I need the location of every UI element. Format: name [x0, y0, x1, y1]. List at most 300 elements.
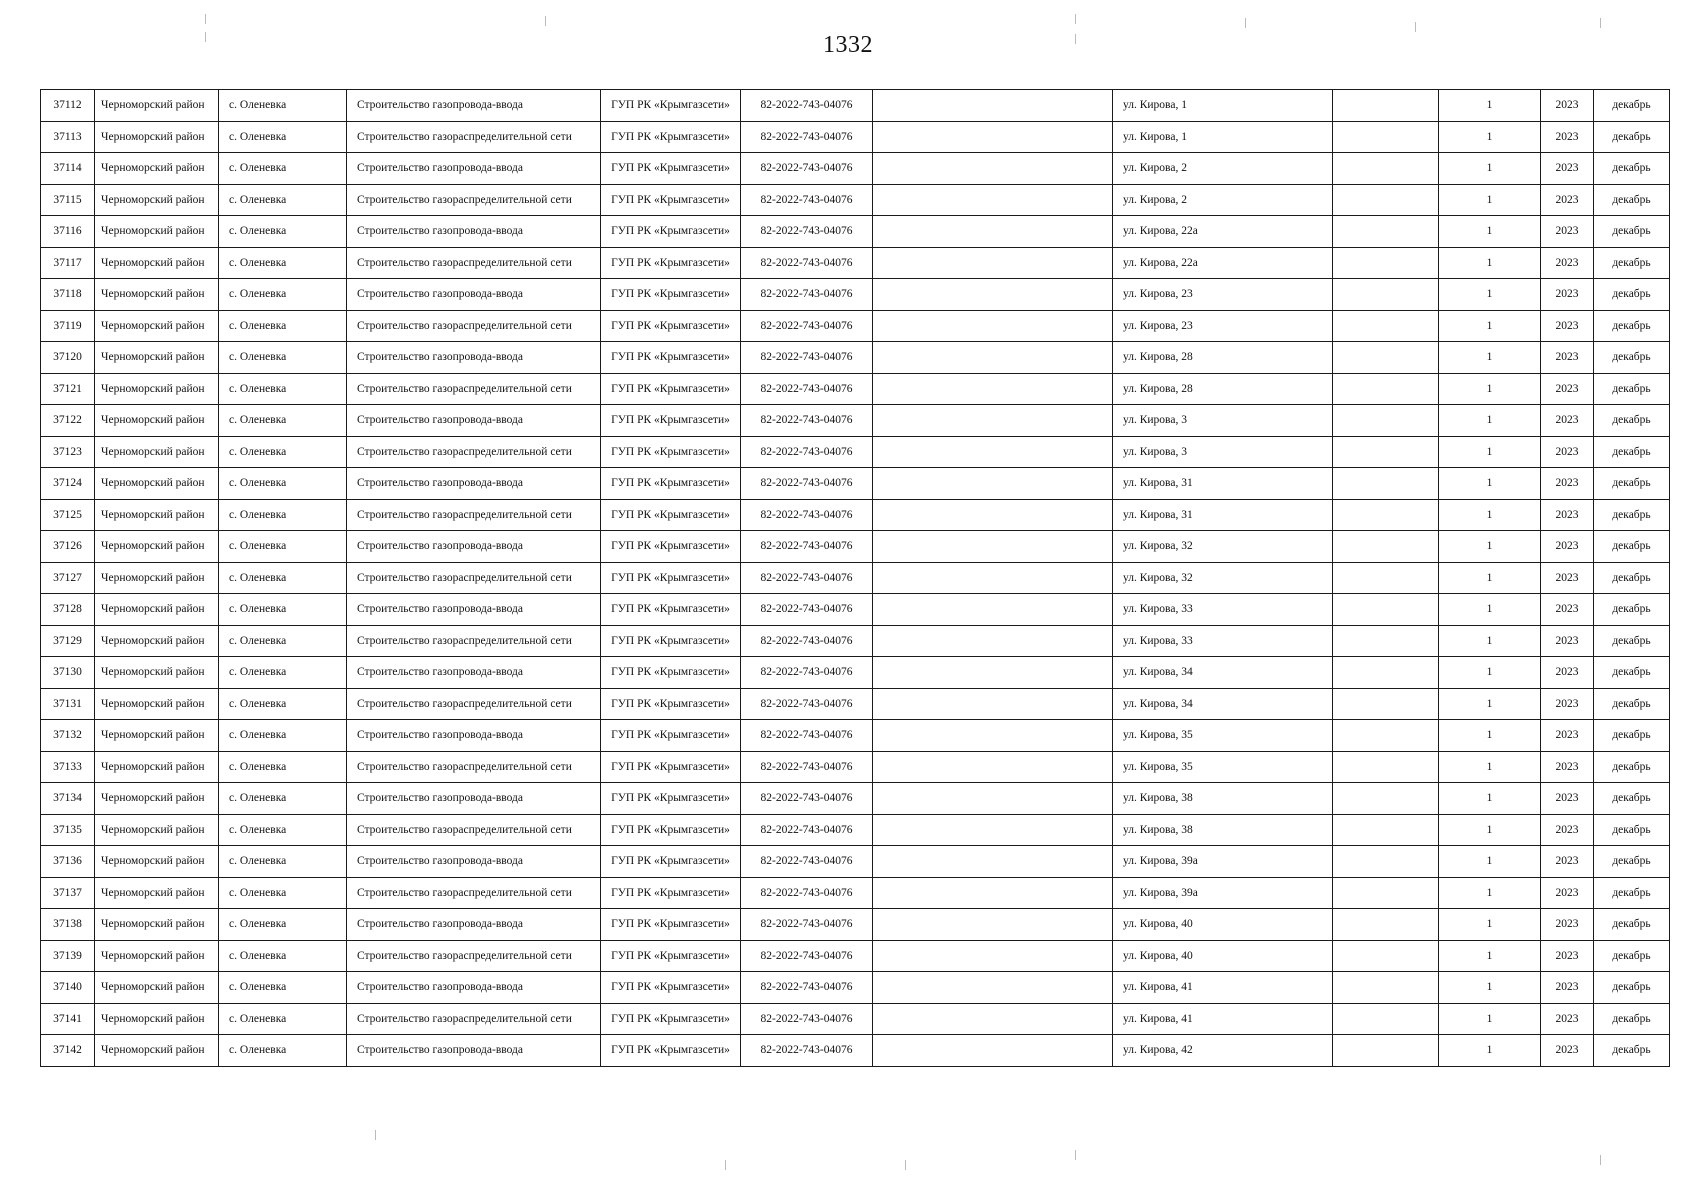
empty-cell [873, 688, 1113, 720]
organization-cell: ГУП РК «Крымгазсети» [601, 720, 741, 752]
district-cell: Черноморский район [95, 972, 219, 1004]
district-cell: Черноморский район [95, 153, 219, 185]
table-row [41, 121, 1670, 153]
work-type-cell: Строительство газораспределительной сети [347, 814, 601, 846]
address-cell: ул. Кирова, 40 [1113, 940, 1333, 972]
program-code-cell: 82-2022-743-04076 [741, 468, 873, 500]
village-cell: с. Оленевка [219, 499, 347, 531]
address-cell: ул. Кирова, 34 [1113, 657, 1333, 689]
year-cell: 2023 [1541, 594, 1594, 626]
address-cell: ул. Кирова, 2 [1113, 153, 1333, 185]
address-cell: ул. Кирова, 40 [1113, 909, 1333, 941]
work-type-cell: Строительство газопровода-ввода [347, 279, 601, 311]
quantity-cell: 1 [1439, 90, 1541, 122]
row-number: 37133 [41, 751, 95, 783]
work-type-cell: Строительство газопровода-ввода [347, 342, 601, 374]
year-cell: 2023 [1541, 1035, 1594, 1067]
organization-cell: ГУП РК «Крымгазсети» [601, 436, 741, 468]
row-number: 37126 [41, 531, 95, 563]
row-number: 37141 [41, 1003, 95, 1035]
quantity-cell: 1 [1439, 940, 1541, 972]
table-row [41, 972, 1670, 1004]
address-cell: ул. Кирова, 35 [1113, 751, 1333, 783]
village-cell: с. Оленевка [219, 184, 347, 216]
year-cell: 2023 [1541, 342, 1594, 374]
quantity-cell: 1 [1439, 373, 1541, 405]
empty-cell [1333, 657, 1439, 689]
address-cell: ул. Кирова, 28 [1113, 373, 1333, 405]
month-cell: декабрь [1594, 720, 1670, 752]
empty-cell [873, 814, 1113, 846]
work-type-cell: Строительство газораспределительной сети [347, 436, 601, 468]
year-cell: 2023 [1541, 688, 1594, 720]
district-cell: Черноморский район [95, 1003, 219, 1035]
year-cell: 2023 [1541, 184, 1594, 216]
work-type-cell: Строительство газопровода-ввода [347, 720, 601, 752]
row-number: 37112 [41, 90, 95, 122]
work-type-cell: Строительство газопровода-ввода [347, 972, 601, 1004]
program-code-cell: 82-2022-743-04076 [741, 373, 873, 405]
village-cell: с. Оленевка [219, 972, 347, 1004]
organization-cell: ГУП РК «Крымгазсети» [601, 846, 741, 878]
address-cell: ул. Кирова, 33 [1113, 625, 1333, 657]
work-type-cell: Строительство газопровода-ввода [347, 594, 601, 626]
empty-cell [873, 184, 1113, 216]
district-cell: Черноморский район [95, 594, 219, 626]
empty-cell [1333, 153, 1439, 185]
district-cell: Черноморский район [95, 625, 219, 657]
organization-cell: ГУП РК «Крымгазсети» [601, 405, 741, 437]
year-cell: 2023 [1541, 751, 1594, 783]
empty-cell [1333, 90, 1439, 122]
year-cell: 2023 [1541, 373, 1594, 405]
organization-cell: ГУП РК «Крымгазсети» [601, 342, 741, 374]
empty-cell [873, 1003, 1113, 1035]
empty-cell [1333, 972, 1439, 1004]
empty-cell [1333, 405, 1439, 437]
year-cell: 2023 [1541, 499, 1594, 531]
quantity-cell: 1 [1439, 247, 1541, 279]
address-cell: ул. Кирова, 42 [1113, 1035, 1333, 1067]
table-row [41, 531, 1670, 563]
table-body [41, 90, 1670, 1067]
empty-cell [1333, 468, 1439, 500]
year-cell: 2023 [1541, 1003, 1594, 1035]
table-row [41, 184, 1670, 216]
district-cell: Черноморский район [95, 373, 219, 405]
month-cell: декабрь [1594, 972, 1670, 1004]
table-row [41, 625, 1670, 657]
empty-cell [1333, 562, 1439, 594]
quantity-cell: 1 [1439, 405, 1541, 437]
village-cell: с. Оленевка [219, 720, 347, 752]
row-number: 37116 [41, 216, 95, 248]
address-cell: ул. Кирова, 22а [1113, 216, 1333, 248]
quantity-cell: 1 [1439, 216, 1541, 248]
village-cell: с. Оленевка [219, 562, 347, 594]
program-code-cell: 82-2022-743-04076 [741, 1035, 873, 1067]
empty-cell [873, 720, 1113, 752]
year-cell: 2023 [1541, 877, 1594, 909]
address-cell: ул. Кирова, 35 [1113, 720, 1333, 752]
address-cell: ул. Кирова, 34 [1113, 688, 1333, 720]
work-type-cell: Строительство газораспределительной сети [347, 247, 601, 279]
district-cell: Черноморский район [95, 877, 219, 909]
village-cell: с. Оленевка [219, 153, 347, 185]
work-type-cell: Строительство газопровода-ввода [347, 657, 601, 689]
program-code-cell: 82-2022-743-04076 [741, 342, 873, 374]
empty-cell [1333, 1035, 1439, 1067]
organization-cell: ГУП РК «Крымгазсети» [601, 121, 741, 153]
empty-cell [1333, 531, 1439, 563]
program-code-cell: 82-2022-743-04076 [741, 184, 873, 216]
program-code-cell: 82-2022-743-04076 [741, 877, 873, 909]
year-cell: 2023 [1541, 153, 1594, 185]
month-cell: декабрь [1594, 184, 1670, 216]
empty-cell [1333, 688, 1439, 720]
village-cell: с. Оленевка [219, 814, 347, 846]
village-cell: с. Оленевка [219, 594, 347, 626]
program-code-cell: 82-2022-743-04076 [741, 436, 873, 468]
work-type-cell: Строительство газораспределительной сети [347, 751, 601, 783]
quantity-cell: 1 [1439, 625, 1541, 657]
empty-cell [1333, 594, 1439, 626]
address-cell: ул. Кирова, 32 [1113, 531, 1333, 563]
month-cell: декабрь [1594, 909, 1670, 941]
month-cell: декабрь [1594, 562, 1670, 594]
address-cell: ул. Кирова, 1 [1113, 121, 1333, 153]
organization-cell: ГУП РК «Крымгазсети» [601, 751, 741, 783]
row-number: 37132 [41, 720, 95, 752]
year-cell: 2023 [1541, 436, 1594, 468]
year-cell: 2023 [1541, 121, 1594, 153]
district-cell: Черноморский район [95, 405, 219, 437]
address-cell: ул. Кирова, 23 [1113, 310, 1333, 342]
empty-cell [1333, 751, 1439, 783]
empty-cell [1333, 342, 1439, 374]
month-cell: декабрь [1594, 247, 1670, 279]
program-code-cell: 82-2022-743-04076 [741, 720, 873, 752]
table-row [41, 751, 1670, 783]
empty-cell [1333, 499, 1439, 531]
year-cell: 2023 [1541, 909, 1594, 941]
empty-cell [873, 657, 1113, 689]
village-cell: с. Оленевка [219, 468, 347, 500]
program-code-cell: 82-2022-743-04076 [741, 247, 873, 279]
work-type-cell: Строительство газораспределительной сети [347, 940, 601, 972]
address-cell: ул. Кирова, 3 [1113, 436, 1333, 468]
address-cell: ул. Кирова, 23 [1113, 279, 1333, 311]
program-code-cell: 82-2022-743-04076 [741, 657, 873, 689]
organization-cell: ГУП РК «Крымгазсети» [601, 310, 741, 342]
village-cell: с. Оленевка [219, 751, 347, 783]
empty-cell [873, 1035, 1113, 1067]
address-cell: ул. Кирова, 31 [1113, 499, 1333, 531]
row-number: 37113 [41, 121, 95, 153]
table-row [41, 310, 1670, 342]
table-row [41, 373, 1670, 405]
table-row [41, 405, 1670, 437]
village-cell: с. Оленевка [219, 909, 347, 941]
organization-cell: ГУП РК «Крымгазсети» [601, 940, 741, 972]
organization-cell: ГУП РК «Крымгазсети» [601, 814, 741, 846]
program-code-cell: 82-2022-743-04076 [741, 688, 873, 720]
organization-cell: ГУП РК «Крымгазсети» [601, 90, 741, 122]
district-cell: Черноморский район [95, 310, 219, 342]
table-row [41, 877, 1670, 909]
district-cell: Черноморский район [95, 342, 219, 374]
year-cell: 2023 [1541, 247, 1594, 279]
district-cell: Черноморский район [95, 468, 219, 500]
month-cell: декабрь [1594, 90, 1670, 122]
district-cell: Черноморский район [95, 688, 219, 720]
registry-table [40, 89, 1670, 1067]
empty-cell [873, 877, 1113, 909]
year-cell: 2023 [1541, 720, 1594, 752]
address-cell: ул. Кирова, 1 [1113, 90, 1333, 122]
month-cell: декабрь [1594, 625, 1670, 657]
empty-cell [873, 216, 1113, 248]
table-row [41, 247, 1670, 279]
empty-cell [873, 405, 1113, 437]
month-cell: декабрь [1594, 751, 1670, 783]
empty-cell [873, 594, 1113, 626]
row-number: 37137 [41, 877, 95, 909]
district-cell: Черноморский район [95, 783, 219, 815]
quantity-cell: 1 [1439, 657, 1541, 689]
empty-cell [1333, 184, 1439, 216]
address-cell: ул. Кирова, 3 [1113, 405, 1333, 437]
table-row [41, 468, 1670, 500]
work-type-cell: Строительство газопровода-ввода [347, 846, 601, 878]
quantity-cell: 1 [1439, 310, 1541, 342]
row-number: 37124 [41, 468, 95, 500]
month-cell: декабрь [1594, 342, 1670, 374]
empty-cell [873, 909, 1113, 941]
empty-cell [873, 751, 1113, 783]
row-number: 37114 [41, 153, 95, 185]
organization-cell: ГУП РК «Крымгазсети» [601, 972, 741, 1004]
village-cell: с. Оленевка [219, 373, 347, 405]
quantity-cell: 1 [1439, 877, 1541, 909]
year-cell: 2023 [1541, 405, 1594, 437]
village-cell: с. Оленевка [219, 531, 347, 563]
address-cell: ул. Кирова, 41 [1113, 972, 1333, 1004]
row-number: 37120 [41, 342, 95, 374]
quantity-cell: 1 [1439, 562, 1541, 594]
district-cell: Черноморский район [95, 499, 219, 531]
year-cell: 2023 [1541, 279, 1594, 311]
work-type-cell: Строительство газопровода-ввода [347, 90, 601, 122]
year-cell: 2023 [1541, 940, 1594, 972]
year-cell: 2023 [1541, 562, 1594, 594]
month-cell: декабрь [1594, 405, 1670, 437]
month-cell: декабрь [1594, 1035, 1670, 1067]
work-type-cell: Строительство газораспределительной сети [347, 877, 601, 909]
empty-cell [873, 531, 1113, 563]
quantity-cell: 1 [1439, 531, 1541, 563]
year-cell: 2023 [1541, 310, 1594, 342]
organization-cell: ГУП РК «Крымгазсети» [601, 877, 741, 909]
year-cell: 2023 [1541, 846, 1594, 878]
organization-cell: ГУП РК «Крымгазсети» [601, 373, 741, 405]
program-code-cell: 82-2022-743-04076 [741, 216, 873, 248]
organization-cell: ГУП РК «Крымгазсети» [601, 1035, 741, 1067]
program-code-cell: 82-2022-743-04076 [741, 751, 873, 783]
table-row [41, 216, 1670, 248]
district-cell: Черноморский район [95, 279, 219, 311]
quantity-cell: 1 [1439, 720, 1541, 752]
program-code-cell: 82-2022-743-04076 [741, 940, 873, 972]
year-cell: 2023 [1541, 531, 1594, 563]
address-cell: ул. Кирова, 32 [1113, 562, 1333, 594]
empty-cell [1333, 783, 1439, 815]
row-number: 37135 [41, 814, 95, 846]
quantity-cell: 1 [1439, 909, 1541, 941]
year-cell: 2023 [1541, 90, 1594, 122]
empty-cell [1333, 814, 1439, 846]
program-code-cell: 82-2022-743-04076 [741, 972, 873, 1004]
month-cell: декабрь [1594, 940, 1670, 972]
district-cell: Черноморский район [95, 184, 219, 216]
village-cell: с. Оленевка [219, 1003, 347, 1035]
year-cell: 2023 [1541, 625, 1594, 657]
quantity-cell: 1 [1439, 814, 1541, 846]
quantity-cell: 1 [1439, 783, 1541, 815]
address-cell: ул. Кирова, 22а [1113, 247, 1333, 279]
work-type-cell: Строительство газораспределительной сети [347, 121, 601, 153]
row-number: 37129 [41, 625, 95, 657]
work-type-cell: Строительство газопровода-ввода [347, 1035, 601, 1067]
month-cell: декабрь [1594, 216, 1670, 248]
district-cell: Черноморский район [95, 814, 219, 846]
program-code-cell: 82-2022-743-04076 [741, 783, 873, 815]
village-cell: с. Оленевка [219, 657, 347, 689]
row-number: 37128 [41, 594, 95, 626]
empty-cell [873, 310, 1113, 342]
address-cell: ул. Кирова, 38 [1113, 814, 1333, 846]
empty-cell [873, 562, 1113, 594]
organization-cell: ГУП РК «Крымгазсети» [601, 657, 741, 689]
village-cell: с. Оленевка [219, 279, 347, 311]
organization-cell: ГУП РК «Крымгазсети» [601, 531, 741, 563]
work-type-cell: Строительство газораспределительной сети [347, 1003, 601, 1035]
quantity-cell: 1 [1439, 153, 1541, 185]
table-row [41, 1035, 1670, 1067]
row-number: 37121 [41, 373, 95, 405]
program-code-cell: 82-2022-743-04076 [741, 625, 873, 657]
month-cell: декабрь [1594, 468, 1670, 500]
table-row [41, 90, 1670, 122]
work-type-cell: Строительство газораспределительной сети [347, 184, 601, 216]
empty-cell [873, 940, 1113, 972]
village-cell: с. Оленевка [219, 783, 347, 815]
address-cell: ул. Кирова, 41 [1113, 1003, 1333, 1035]
program-code-cell: 82-2022-743-04076 [741, 909, 873, 941]
year-cell: 2023 [1541, 972, 1594, 1004]
district-cell: Черноморский район [95, 751, 219, 783]
registry-table-wrap [40, 89, 1670, 1067]
organization-cell: ГУП РК «Крымгазсети» [601, 499, 741, 531]
empty-cell [873, 625, 1113, 657]
district-cell: Черноморский район [95, 940, 219, 972]
program-code-cell: 82-2022-743-04076 [741, 814, 873, 846]
organization-cell: ГУП РК «Крымгазсети» [601, 562, 741, 594]
month-cell: декабрь [1594, 1003, 1670, 1035]
table-row [41, 1003, 1670, 1035]
work-type-cell: Строительство газопровода-ввода [347, 783, 601, 815]
year-cell: 2023 [1541, 468, 1594, 500]
table-row [41, 846, 1670, 878]
quantity-cell: 1 [1439, 342, 1541, 374]
row-number: 37119 [41, 310, 95, 342]
village-cell: с. Оленевка [219, 121, 347, 153]
address-cell: ул. Кирова, 39а [1113, 877, 1333, 909]
address-cell: ул. Кирова, 39а [1113, 846, 1333, 878]
district-cell: Черноморский район [95, 90, 219, 122]
organization-cell: ГУП РК «Крымгазсети» [601, 688, 741, 720]
village-cell: с. Оленевка [219, 310, 347, 342]
village-cell: с. Оленевка [219, 625, 347, 657]
program-code-cell: 82-2022-743-04076 [741, 405, 873, 437]
empty-cell [873, 972, 1113, 1004]
year-cell: 2023 [1541, 216, 1594, 248]
organization-cell: ГУП РК «Крымгазсети» [601, 1003, 741, 1035]
row-number: 37115 [41, 184, 95, 216]
village-cell: с. Оленевка [219, 1035, 347, 1067]
table-row [41, 688, 1670, 720]
empty-cell [873, 783, 1113, 815]
month-cell: декабрь [1594, 279, 1670, 311]
empty-cell [873, 90, 1113, 122]
row-number: 37122 [41, 405, 95, 437]
quantity-cell: 1 [1439, 184, 1541, 216]
program-code-cell: 82-2022-743-04076 [741, 562, 873, 594]
page-number: 1332 [823, 32, 873, 58]
empty-cell [873, 373, 1113, 405]
organization-cell: ГУП РК «Крымгазсети» [601, 594, 741, 626]
organization-cell: ГУП РК «Крымгазсети» [601, 468, 741, 500]
village-cell: с. Оленевка [219, 688, 347, 720]
month-cell: декабрь [1594, 153, 1670, 185]
quantity-cell: 1 [1439, 1035, 1541, 1067]
table-row [41, 499, 1670, 531]
quantity-cell: 1 [1439, 1003, 1541, 1035]
district-cell: Черноморский район [95, 846, 219, 878]
month-cell: декабрь [1594, 310, 1670, 342]
district-cell: Черноморский район [95, 531, 219, 563]
district-cell: Черноморский район [95, 436, 219, 468]
empty-cell [1333, 720, 1439, 752]
row-number: 37131 [41, 688, 95, 720]
quantity-cell: 1 [1439, 279, 1541, 311]
row-number: 37139 [41, 940, 95, 972]
empty-cell [873, 247, 1113, 279]
work-type-cell: Строительство газопровода-ввода [347, 468, 601, 500]
work-type-cell: Строительство газопровода-ввода [347, 531, 601, 563]
month-cell: декабрь [1594, 688, 1670, 720]
quantity-cell: 1 [1439, 121, 1541, 153]
table-row [41, 436, 1670, 468]
month-cell: декабрь [1594, 436, 1670, 468]
table-row [41, 594, 1670, 626]
row-number: 37134 [41, 783, 95, 815]
month-cell: декабрь [1594, 531, 1670, 563]
village-cell: с. Оленевка [219, 940, 347, 972]
program-code-cell: 82-2022-743-04076 [741, 1003, 873, 1035]
empty-cell [1333, 247, 1439, 279]
quantity-cell: 1 [1439, 688, 1541, 720]
